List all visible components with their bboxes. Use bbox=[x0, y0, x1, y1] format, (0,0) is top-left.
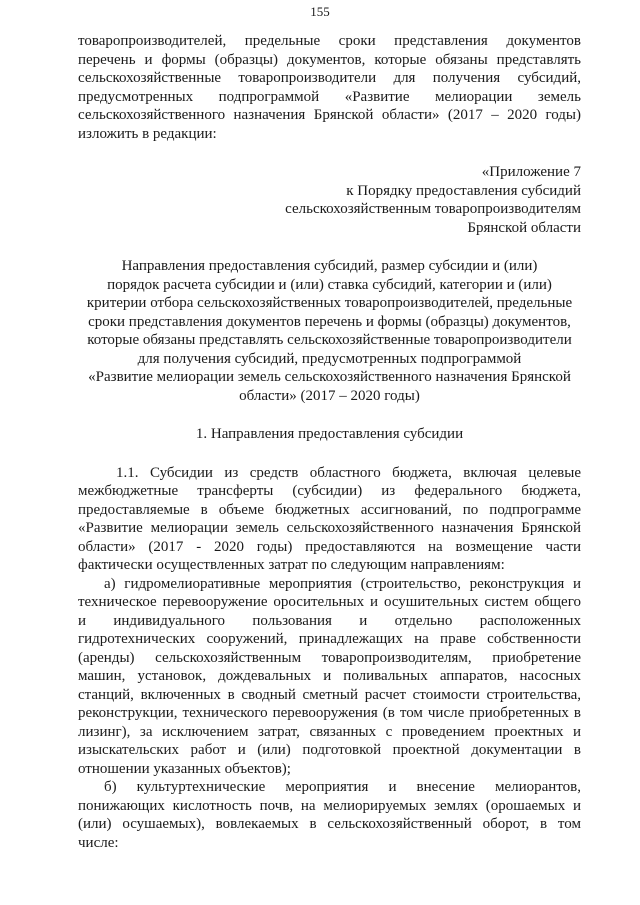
text-line: отношении указанных объектов); bbox=[78, 760, 291, 777]
intro-paragraph bbox=[78, 32, 581, 143]
appendix-header-line: Брянской области bbox=[467, 219, 581, 236]
title-line: порядок расчета субсидии и (или) ставка субсидий, категории и (или) bbox=[107, 276, 552, 293]
text-line: а) гидромелиоративные мероприятия (строительство, реконструкция и bbox=[104, 575, 581, 592]
title-line: сроки представления документов перечень и формы (образцы) документов, bbox=[88, 313, 571, 330]
text-line: изложить в редакции: bbox=[78, 125, 217, 142]
text-line: б) культуртехнические мероприятия и внесение мелиорантов, bbox=[104, 779, 581, 795]
appendix-header-line: сельскохозяйственным товаропроизводителям bbox=[285, 201, 581, 217]
text-line: (аренды) сельскохозяйственным товаропроизводителям, приобретение bbox=[78, 649, 581, 666]
text-line: гидротехнических сооружений, принадлежащих на праве собственности bbox=[78, 631, 581, 647]
text-line: реконструкции, технического перевооружения (в том числе приобретенных в bbox=[78, 705, 581, 721]
text-line: «Развитие мелиорации земель сельскохозяйственного назначения Брянской bbox=[78, 520, 581, 536]
appendix-header-line: «Приложение 7 bbox=[481, 164, 581, 180]
text-line: предоставляемые в объеме бюджетных ассигнований, по подпрограмме bbox=[78, 501, 581, 518]
text-line: техническое перевооружение оросительных и осушительных систем общего bbox=[78, 594, 581, 610]
text-line: понижающих кислотность почв, на мелиорируемых землях (орошаемых и bbox=[78, 797, 581, 814]
title-line: области» (2017 – 2020 годы) bbox=[239, 387, 420, 404]
item-b bbox=[78, 778, 581, 852]
text-line: машин, установок, дождевальных и поливальных аппаратов, насосных bbox=[78, 668, 581, 684]
text-line: 1.1. Субсидии из средств областного бюджета, включая целевые bbox=[116, 464, 581, 481]
title-line: «Развитие мелиорации земель сельскохозяйственного назначения Брянской bbox=[88, 369, 571, 385]
text-line: изыскательских работ и (или) подготовкой проектной документации в bbox=[78, 742, 581, 758]
item-a bbox=[78, 575, 581, 779]
text-line: лизинг), за исключением затрат, связанных с проведением проектных и bbox=[78, 723, 581, 740]
section-heading: 1. Направления предоставления субсидии bbox=[195, 426, 464, 442]
text-line: товаропроизводителей, предельные сроки представления документов bbox=[78, 33, 581, 49]
text-line: перечень и формы (образцы) документов, которые обязаны представлять bbox=[78, 51, 581, 68]
text-line: (или) осушаемых), вовлекаемых в сельскохозяйственный оборот, в том bbox=[78, 816, 581, 832]
page-number: 155 bbox=[310, 4, 330, 19]
paragraph-1-1 bbox=[78, 464, 581, 575]
title-line: для получения субсидий, предусмотренных подпрограммой bbox=[137, 350, 522, 367]
text-line: станций, включенных в сводный сметный расчет стоимости строительства, bbox=[78, 686, 581, 703]
document-title bbox=[78, 257, 581, 405]
title-line: критерии отбора сельскохозяйственных товаропроизводителей, предельные bbox=[86, 295, 573, 311]
text-line: сельскохозяйственного назначения Брянской области» (2017 – 2020 годы) bbox=[78, 107, 581, 123]
text-line: и индивидуального пользования и отдельно расположенных bbox=[78, 612, 581, 629]
text-line: числе: bbox=[78, 834, 119, 851]
appendix-header-line: к Порядку предоставления субсидий bbox=[346, 182, 581, 199]
text-line: предусмотренных подпрограммой «Развитие мелиорации земель bbox=[78, 88, 581, 105]
text-line: фактически осуществленных затрат по следующим направлениям: bbox=[78, 557, 505, 573]
text-line: межбюджетные трансферты (субсидии) из федерального бюджета, bbox=[78, 483, 581, 499]
title-line: Направления предоставления субсидий, размер субсидии и (или) bbox=[121, 258, 538, 274]
document-body bbox=[78, 32, 581, 852]
text-line: области» (2017 - 2020 годы) предоставляются на возмещение части bbox=[78, 538, 581, 555]
appendix-header bbox=[78, 163, 581, 237]
text-line: сельскохозяйственные товаропроизводители для получения субсидий, bbox=[78, 70, 581, 86]
title-line: которые обязаны представлять сельскохозяйственные товаропроизводители bbox=[87, 332, 572, 348]
